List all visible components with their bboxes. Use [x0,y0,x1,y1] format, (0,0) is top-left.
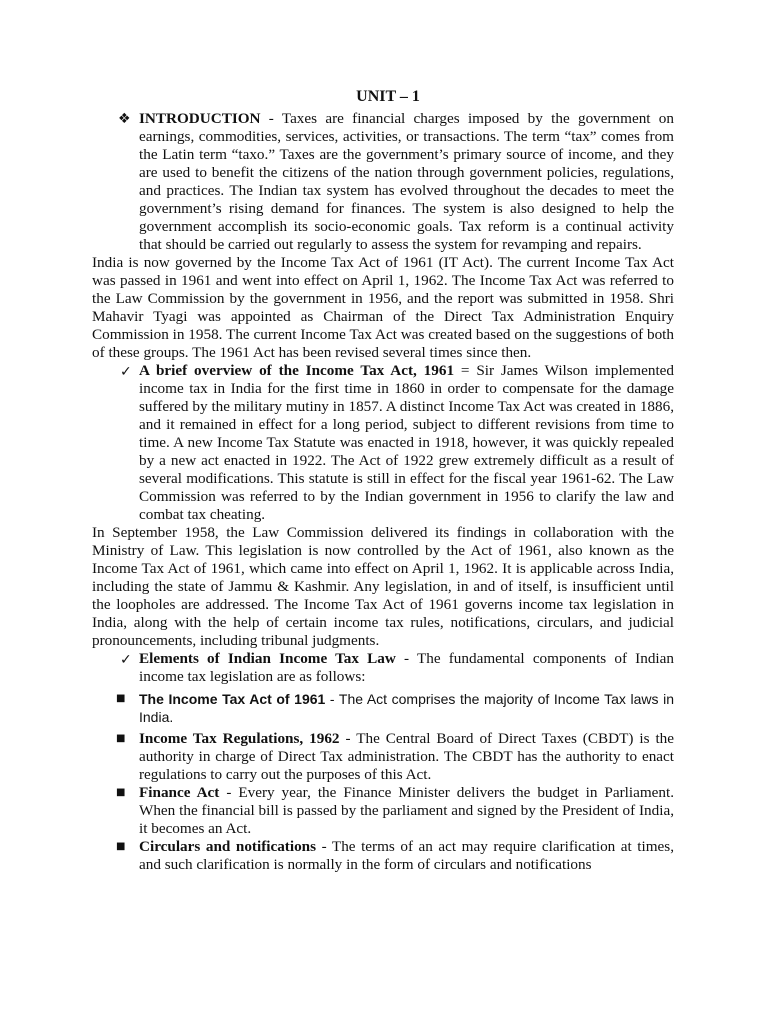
bullet-circulars [92,838,674,874]
checkmark-icon: ✓ [120,364,132,380]
elements-text: - The fundamental components of Indian income tax legislation are as follows: [139,650,674,685]
checkmark-icon: ✓ [120,652,132,668]
bullet-text: - The Act comprises the majority of Income Tax laws in India. [139,691,674,725]
paragraph-it-act: India is now governed by the Income Tax Act of 1961 (IT Act). The current Income Tax Act was passed in 1961 and went into effect on April 1, 1962. The Income Tax Act was referred to the Law Commission by the government in 1956, and the report was submitted in 1958. Shri Mahavir Tyagi was appointed as Chairman of the Direct Tax Administration Enquiry Commission in 1958. The current Income Tax Act was created based on the suggestions of both of these groups. The 1961 Act has been revised several times since then. [92,254,674,361]
bullet-heading: Finance Act [139,784,220,801]
overview-heading: A brief overview of the Income Tax Act, 1961 [139,362,455,379]
intro-item [92,110,674,254]
square-bullet-icon: ■ [116,733,126,744]
document-page [92,88,674,874]
bullet-text: - Every year, the Finance Minister delivers the budget in Parliament. When the financial bill is passed by the parliament and signed by the President of India, it becomes an Act. [139,784,674,837]
bullet-income-tax-act [92,690,674,726]
bullet-heading: Circulars and notifications [139,838,317,855]
bullet-heading: Income Tax Regulations, 1962 [139,730,340,747]
intro-text: - Taxes are financial charges imposed by the government on earnings, commodities, services, activities, or transactions. The term “tax” comes from the Latin term “taxo.” Taxes are the government’s primary source of income, and they are used to benefit the citizens of the nation through government policies, regulations, and practices. The Indian tax system has evolved throughout the decades to meet the government’s rising demand for finances. The system is also designed to help the government accomplish its socio-economic goals. Tax reform is a continual activity that should be carried out regularly to assess the system for revamping and repairs. [139,110,674,253]
bullet-income-tax-regulations [92,730,674,784]
elements-item [92,650,674,686]
bullet-heading: The Income Tax Act of 1961 [139,691,326,707]
bullet-text: - The Central Board of Direct Taxes (CBDT) is the authority in charge of Direct Tax administration. The CBDT has the authority to enact regulations to carry out the purposes of this Act. [139,730,674,783]
square-bullet-icon: ■ [116,787,126,798]
elements-heading: Elements of Indian Income Tax Law [139,650,396,667]
overview-item [92,362,674,524]
intro-heading: INTRODUCTION [139,110,261,127]
paragraph-law-commission: In September 1958, the Law Commission delivered its findings in collaboration with the Ministry of Law. This legislation is now controlled by the Act of 1961, also known as the Income Tax Act of 1961, which came into effect on April 1, 1962. It is applicable across India, including the state of Jammu & Kashmir. Any legislation, in and of itself, is insufficient until the loopholes are addressed. The Income Tax Act of 1961 governs income tax legislation in India, along with the help of certain income tax rules, notifications, circulars, and judicial pronouncements, including tribunal judgments. [92,524,674,649]
square-bullet-icon: ■ [116,693,126,704]
overview-text: = Sir James Wilson implemented income tax in India for the first time in 1860 in order to compensate for the damage suffered by the military mutiny in 1857. A distinct Income Tax Act was created in 1886, and it remained in effect for a long period, subject to different revisions from time to time. A new Income Tax Statute was enacted in 1918, however, it was quickly repealed by a new act enacted in 1922. The Act of 1922 grew extremely difficult as a result of several modifications. This statute is still in effect for the fiscal year 1961-62. The Law Commission was referred to by the Indian government in 1956 to clarify the law and combat tax cheating. [139,362,674,523]
diamond-bullet-icon: ❖ [118,111,131,127]
page-title: UNIT – 1 [356,88,420,105]
square-bullet-icon: ■ [116,841,126,852]
bullet-text: - The terms of an act may require clarification at times, and such clarification is normally in the form of circulars and notifications [139,838,674,873]
bullet-finance-act [92,784,674,838]
